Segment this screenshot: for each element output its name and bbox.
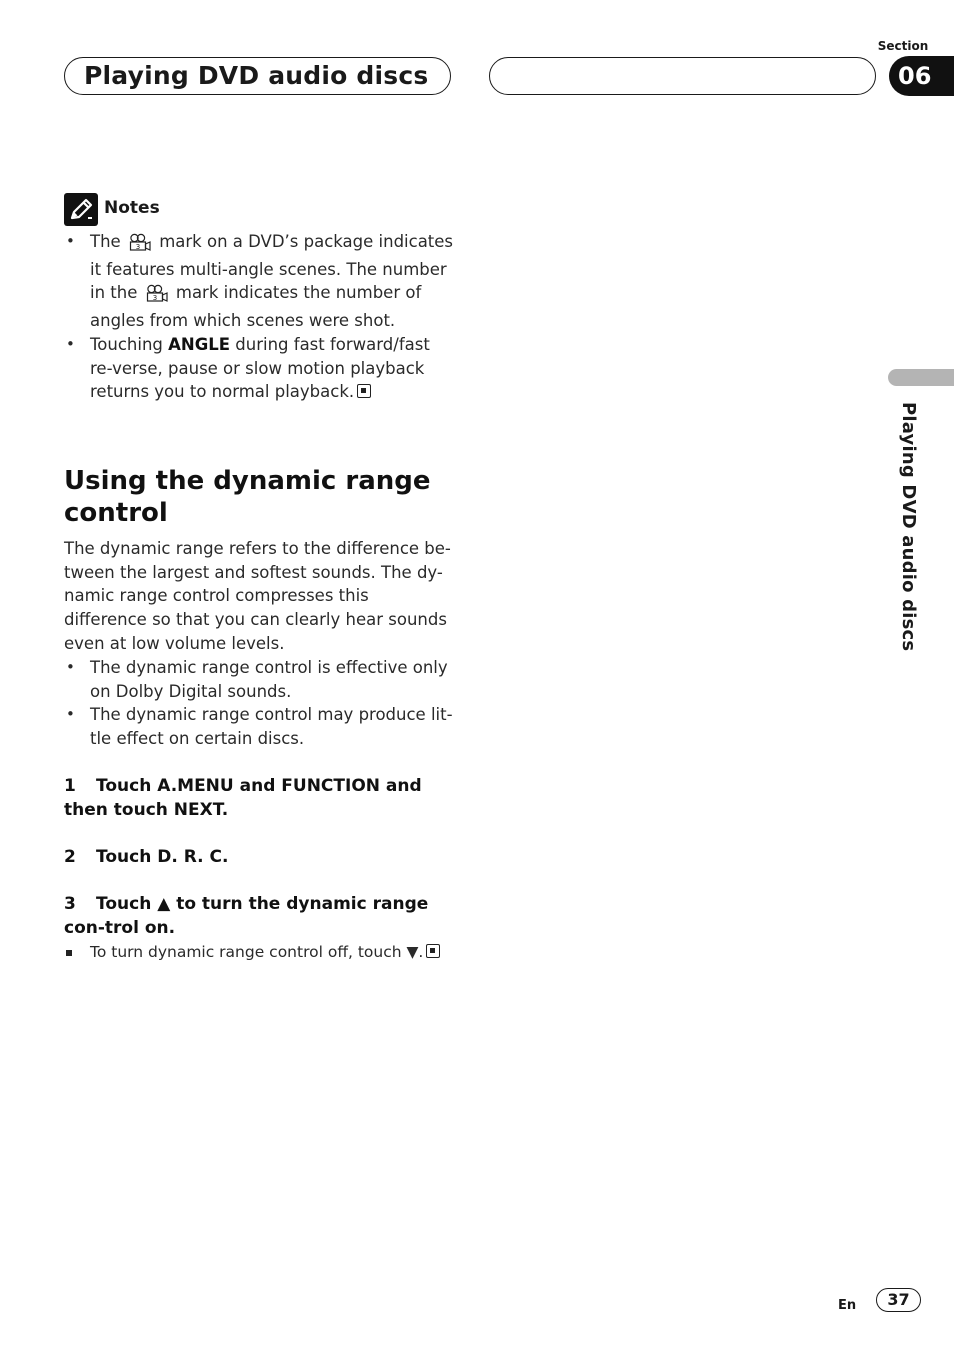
step-3 xyxy=(64,892,456,940)
intro-paragraph: The dynamic range refers to the difference be-tween the largest and softest sounds. The dy-namic range control compresses this difference so that you can clearly hear sounds even at low volume levels. xyxy=(64,539,451,653)
angle-keyword: ANGLE xyxy=(168,334,231,354)
section-heading: Using the dynamic range control xyxy=(64,466,431,528)
step-1 xyxy=(64,774,456,822)
end-mark-icon xyxy=(426,944,440,958)
notes-list xyxy=(64,230,456,404)
step-text: Touch D. R. C. xyxy=(96,847,229,867)
camera-angle-icon xyxy=(145,284,169,309)
section-label: Section xyxy=(877,39,929,53)
note-text: mark indicates the number of angles from which scenes were shot. xyxy=(90,283,422,331)
angle-number: 3 xyxy=(152,294,157,303)
step-number: 3 xyxy=(64,894,76,914)
section-number: 06 xyxy=(898,62,932,90)
list-item xyxy=(64,941,456,965)
angle-number: 3 xyxy=(135,243,141,251)
dynamic-range-bullets xyxy=(64,656,456,751)
step-number: 1 xyxy=(64,776,76,796)
pencil-icon xyxy=(64,193,98,226)
step-text: Touch ▲ to turn the dynamic range con-trol on. xyxy=(64,894,429,938)
side-tab-marker xyxy=(888,369,954,386)
note-text: The xyxy=(90,232,121,251)
note-text: during fast forward/fast re-verse, pause or slow motion playback returns you to normal playback. xyxy=(90,334,430,402)
step-number: 2 xyxy=(64,847,76,867)
step-sub-note xyxy=(64,941,456,965)
page-number: 37 xyxy=(887,1290,910,1309)
camera-angle-icon xyxy=(128,233,152,258)
header-blank-frame xyxy=(489,57,876,95)
note-text: Touching xyxy=(90,334,169,354)
side-tab-label: Playing DVD audio discs xyxy=(898,402,919,652)
bullet-text: The dynamic range control may produce lit-tle effect on certain discs. xyxy=(90,705,453,749)
bullet-text: The dynamic range control is effective only on Dolby Digital sounds. xyxy=(90,658,448,701)
step-text: Touch A.MENU and FUNCTION and then touch NEXT. xyxy=(64,776,422,820)
header-title: Playing DVD audio discs xyxy=(84,61,429,90)
square-bullet-icon xyxy=(66,950,72,956)
sub-note-text: To turn dynamic range control off, touch ▼. xyxy=(90,943,424,961)
list-item: • Touching ANGLE during fast forward/fast re-verse, pause or slow motion playback returns you to normal playback. xyxy=(66,334,430,402)
note-text: mark on a DVD’s package indicates it features multi-angle scenes. The number in the xyxy=(90,232,454,303)
notes-label: Notes xyxy=(104,198,160,218)
language-label: En xyxy=(838,1298,857,1313)
end-mark-icon xyxy=(357,384,371,398)
list-item: • The dynamic range control may produce lit-tle effect on certain discs. xyxy=(66,705,453,749)
step-2 xyxy=(64,845,456,869)
list-item: • The dynamic range control is effective only on Dolby Digital sounds. xyxy=(66,658,448,701)
list-item: • The 3 mark on a DVD’s package indicates it features multi-angle scenes. The number in the 3 mark indicates the number of angles from which scenes were shot. xyxy=(66,232,454,331)
